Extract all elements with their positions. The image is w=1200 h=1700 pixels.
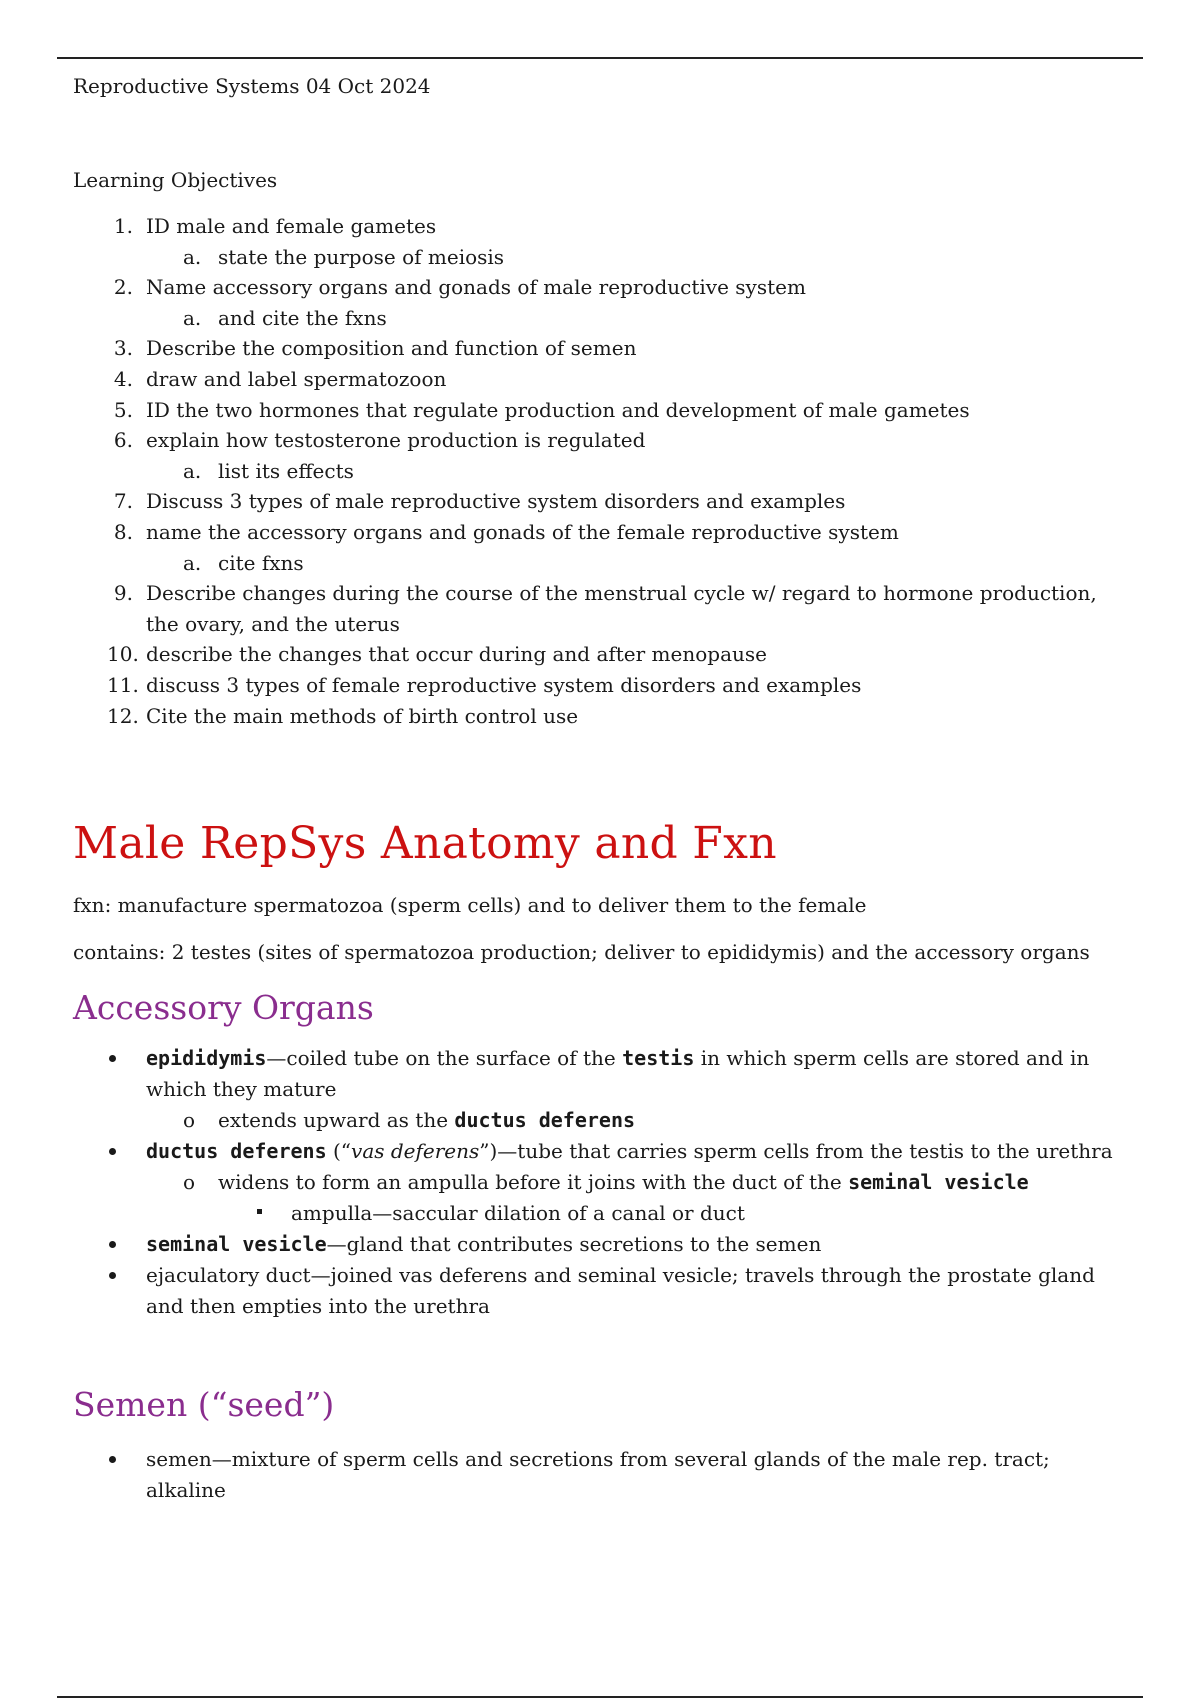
sub-bullet-text: extends upward as the [218,1108,455,1132]
bullet-semen-continued: alkaline [146,1478,226,1502]
objective-text-continued: the ovary, and the uterus [146,612,400,636]
sub-bullet-marker: o [183,1170,196,1194]
objective-number: 11. [107,673,139,697]
objective-number: 2. [113,275,133,299]
bullet-dot [109,1148,116,1155]
bullet-semen: semen—mixture of sperm cells and secretions from several glands of the male rep. tract; [146,1447,1050,1471]
objective-number: 3. [113,336,133,360]
square-bullet [257,1209,262,1214]
bullet-ejaculatory-duct-continued: and then empties into the urethra [146,1294,490,1318]
bullet-ejaculatory-duct: ejaculatory duct—joined vas deferens and seminal vesicle; travels through the prostate gland [146,1263,1095,1287]
learning-objectives-heading: Learning Objectives [73,168,278,192]
vas-deferens-italic: vas deferens [351,1139,480,1163]
objective-sub-text: list its effects [218,459,354,483]
term-ductus-deferens: ductus deferens [146,1139,327,1163]
term-ductus-deferens: ductus deferens [454,1108,636,1132]
objective-number: 9. [113,581,133,605]
bullet-seminal-vesicle [146,1232,821,1256]
objective-number: 4. [113,367,133,391]
objective-text: draw and label spermatozoon [146,367,447,391]
sub-bullet-ductus [218,1108,635,1132]
objective-text: discuss 3 types of female reproductive system disorders and examples [146,673,862,697]
bullet-dot [109,1456,116,1463]
bullet-epididymis [146,1046,1089,1070]
top-rule [57,57,1143,59]
epididymis-text: —coiled tube on the surface of the [266,1046,623,1070]
sub-bullet-marker: o [183,1108,196,1132]
objective-sub-letter: a. [183,245,202,269]
objective-text: ID the two hormones that regulate production and development of male gametes [146,398,970,422]
objective-number: 1. [113,214,133,238]
objective-sub-text: state the purpose of meiosis [218,245,505,269]
objective-text: explain how testosterone production is regulated [146,428,646,452]
term-testis: testis [622,1046,695,1070]
term-epididymis: epididymis [146,1046,267,1070]
objective-text: Name accessory organs and gonads of male reproductive system [146,275,806,299]
bottom-rule [57,1696,1143,1698]
objective-text: describe the changes that occur during and after menopause [146,642,767,666]
sub-bullet-ampulla [218,1170,1029,1194]
objective-number: 7. [113,489,133,513]
semen-heading: Semen (“seed”) [73,1385,335,1424]
objective-text: ID male and female gametes [146,214,437,238]
objective-sub-letter: a. [183,551,202,575]
objective-number: 10. [107,642,139,666]
term-seminal-vesicle: seminal vesicle [848,1170,1029,1194]
section-title-male: Male RepSys Anatomy and Fxn [73,818,777,869]
objective-text: Describe changes during the course of the menstrual cycle w/ regard to hormone production, [146,581,1097,605]
bullet-dot [109,1272,116,1279]
ductus-text: ”)—tube that carries sperm cells from the testis to the urethra [479,1139,1113,1163]
fxn-paragraph: fxn: manufacture spermatozoa (sperm cells) and to deliver them to the female [73,893,867,917]
bullet-ductus-deferens [146,1139,1113,1163]
objective-text: Discuss 3 types of male reproductive system disorders and examples [146,489,846,513]
document-header: Reproductive Systems 04 Oct 2024 [73,74,431,98]
bullet-dot [109,1055,116,1062]
objective-number: 5. [113,398,133,422]
objective-sub-text: and cite the fxns [218,306,387,330]
objective-number: 12. [107,704,139,728]
ductus-text-open: (“ [326,1139,352,1163]
objective-text: name the accessory organs and gonads of the female reproductive system [146,520,899,544]
objective-sub-letter: a. [183,306,202,330]
sub-bullet-text: widens to form an ampulla before it joins with the duct of the [218,1170,849,1194]
epididymis-text-end: in which sperm cells are stored and in [694,1046,1090,1070]
contains-paragraph: contains: 2 testes (sites of spermatozoa production; deliver to epididymis) and the accessory organs [73,940,1090,964]
sub-sub-bullet-ampulla: ampulla—saccular dilation of a canal or duct [291,1201,745,1225]
accessory-organs-heading: Accessory Organs [73,988,374,1027]
objective-number: 8. [113,520,133,544]
objective-sub-text: cite fxns [218,551,304,575]
term-seminal-vesicle: seminal vesicle [146,1232,327,1256]
objective-text: Cite the main methods of birth control use [146,704,579,728]
bullet-epididymis-continued: which they mature [146,1077,337,1101]
objective-number: 6. [113,428,133,452]
objective-text: Describe the composition and function of semen [146,336,637,360]
seminal-text: —gland that contributes secretions to the semen [326,1232,822,1256]
bullet-dot [109,1241,116,1248]
objective-sub-letter: a. [183,459,202,483]
